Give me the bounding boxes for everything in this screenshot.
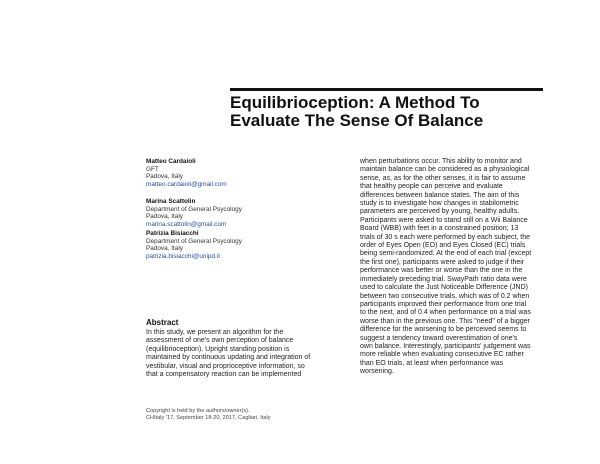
author-location: Padova, Italy (146, 245, 183, 253)
author-block (146, 158, 296, 188)
abstract-section (146, 318, 342, 379)
body-text-column (360, 158, 560, 377)
body-line: between two consecutive trials, which was of 0.2 when (360, 292, 530, 300)
body-line: worse than in the previous one. This "need" of a bigger (360, 317, 530, 325)
body-line: difference for the worsening to be perceived seems to (360, 326, 527, 334)
abstract-line: that a compensatory reaction can be implemented (146, 371, 302, 379)
abstract-heading: Abstract (146, 318, 179, 327)
title-line: Equilibrioception: A Method To (230, 93, 480, 112)
body-line: order of Eyes Open (EO) and Eyes Closed (EC) trials (360, 242, 526, 250)
abstract-text (146, 329, 342, 379)
abstract-line: vestibular, visual and proprioceptive information, so (146, 362, 305, 370)
copyright-notice (146, 408, 271, 422)
conference-line: CHItaly '17, September 18-20, 2017, Cagliari, Italy (146, 415, 271, 421)
copyright-line: Copyright is held by the authors/owner(s). (146, 408, 250, 414)
author-location: Padova, Italy (146, 173, 183, 181)
body-line: performance was better or worse than the one in the (360, 267, 523, 275)
author-location: Padova, Italy (146, 213, 183, 221)
paper-title (230, 94, 550, 130)
author-email-link[interactable]: matteo.cardaioli@gmail.com (146, 180, 227, 188)
author-name: Marina Scattolin (146, 198, 196, 205)
abstract-line: maintained by continuous updating and integration of (146, 354, 311, 362)
body-line: to the next, and of 0.4 when performance on a trial was (360, 309, 531, 317)
title-rule (230, 88, 543, 91)
body-line: trials of 30 s each were performed by each subject, the (360, 233, 531, 241)
author-affiliation: Department of General Psycology (146, 237, 242, 245)
author-affiliation: GFT (146, 165, 159, 173)
body-line: the first one), participants were asked to judge if their (360, 258, 525, 266)
body-line: being semi-randomized. At the end of each trial (except (360, 250, 532, 258)
author-name: Matteo Cardaioli (146, 158, 196, 165)
author-block (146, 198, 296, 228)
body-line: participants improved their performance from one trial (360, 300, 527, 308)
body-line: study is to investigate how changes in stabilometric (360, 200, 519, 208)
author-affiliation: Department of General Psycology (146, 205, 242, 213)
title-line: Evaluate The Sense Of Balance (230, 111, 484, 130)
author-email-link[interactable]: marina.scattolin@gmail.com (146, 220, 227, 228)
author-name: Patrizia Bisiacchi (146, 230, 199, 237)
body-line: worsening. (360, 368, 394, 376)
author-email-link[interactable]: patrizia.bisiacchi@unipd.it (146, 252, 220, 260)
body-line: Board (WBB) with feet in a constrained position; 13 (360, 225, 519, 233)
body-line: suggest a tendency toward overestimation of one's (360, 334, 518, 342)
body-line: used to calculate the Just Noticeable Difference (JND) (360, 284, 528, 292)
body-line: own balance. Interestingly, participants' judgement was (360, 342, 531, 350)
abstract-line: In this study, we present an algorithm for the (146, 329, 284, 336)
abstract-line: (equilibrioception). Upright standing position is (146, 345, 290, 353)
body-line: sense, as, as for the other senses, it is fair to assume (360, 174, 526, 182)
body-line: immediately preceding trial. SwayPath ratio data were (360, 275, 527, 283)
author-block (146, 230, 296, 260)
body-line: maintain balance can be considered as a physiological (360, 166, 530, 174)
body-line: parameters are perceived by young, healthy adults. (360, 208, 520, 216)
body-line: when perturbations occur. This ability to monitor and (360, 158, 522, 165)
body-line: more reliable when evaluating consecutive EC rather (360, 351, 524, 359)
body-line: Participants were asked to stand still on a Wii Balance (360, 216, 528, 224)
body-line: that healthy people can perceive and evaluate (360, 183, 503, 191)
abstract-line: assessment of one's own perception of balance (146, 337, 294, 345)
body-line: differences between balance states. The aim of this (360, 191, 520, 199)
body-line: than EO trials, at least when performance was (360, 359, 504, 367)
